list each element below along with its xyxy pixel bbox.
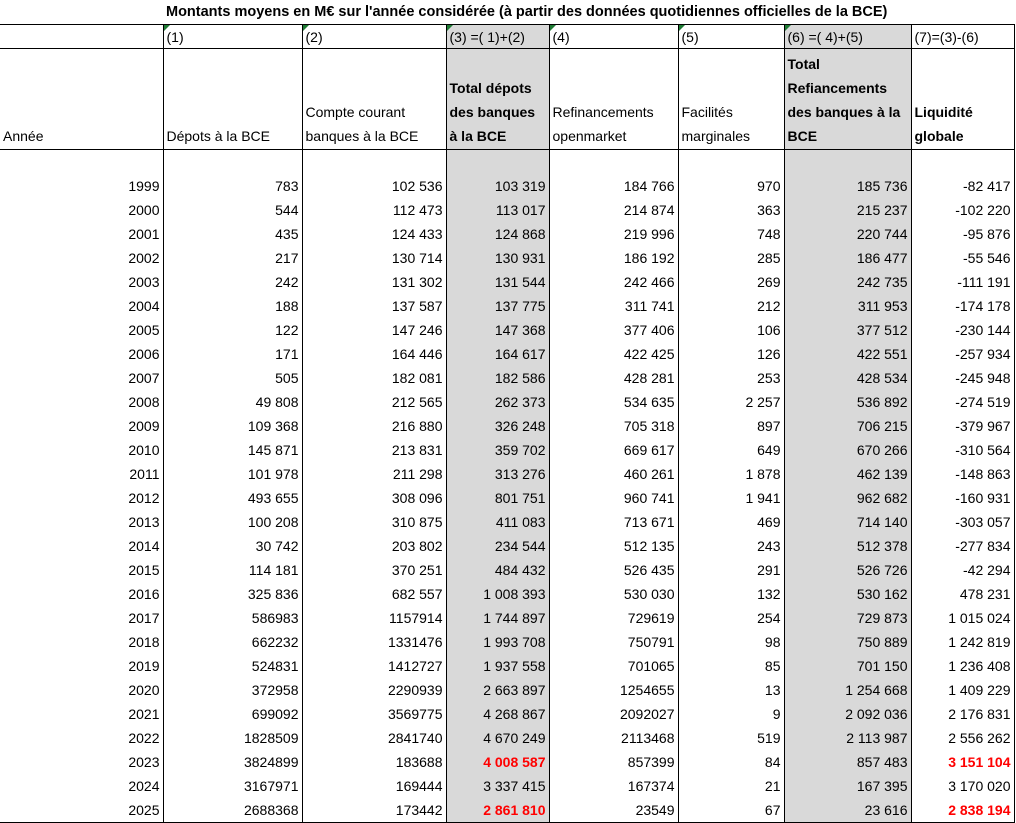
table-row — [0, 678, 1014, 702]
column-number-row — [0, 25, 1014, 49]
value-cell[interactable]: 534 635 — [549, 390, 678, 414]
year-cell[interactable]: 2001 — [0, 222, 163, 246]
table-title[interactable]: Montants moyens en M€ sur l'année considérée (à partir des données quotidiennes officielles de la BCE) — [163, 0, 1014, 25]
year-cell[interactable]: 2015 — [0, 558, 163, 582]
value-cell[interactable]: 359 702 — [446, 438, 549, 462]
value-cell[interactable]: -160 931 — [911, 486, 1014, 510]
value-cell[interactable]: 313 276 — [446, 462, 549, 486]
value-cell[interactable]: 2 838 194 — [911, 798, 1014, 823]
value-cell[interactable]: 699092 — [163, 702, 302, 726]
header-cell-refinancements[interactable]: Refinancements openmarket — [549, 49, 678, 150]
value-cell[interactable]: 131 302 — [302, 270, 446, 294]
value-cell[interactable]: 147 246 — [302, 318, 446, 342]
value-cell[interactable]: 167 395 — [784, 774, 911, 798]
header-cell-facilites[interactable]: Facilités marginales — [678, 49, 784, 150]
value-cell[interactable]: 2092027 — [549, 702, 678, 726]
value-cell[interactable]: 1 242 819 — [911, 630, 1014, 654]
value-cell[interactable]: 3 170 020 — [911, 774, 1014, 798]
value-cell[interactable]: 311 741 — [549, 294, 678, 318]
year-cell[interactable]: 2003 — [0, 270, 163, 294]
year-cell[interactable]: 2009 — [0, 414, 163, 438]
value-cell[interactable]: 2290939 — [302, 678, 446, 702]
value-cell[interactable]: 2 092 036 — [784, 702, 911, 726]
value-cell[interactable]: 505 — [163, 366, 302, 390]
value-cell[interactable]: 4 268 867 — [446, 702, 549, 726]
value-cell[interactable]: 145 871 — [163, 438, 302, 462]
value-cell[interactable]: 729 873 — [784, 606, 911, 630]
column-number-cell[interactable]: (5) — [678, 25, 784, 49]
value-cell[interactable]: 530 030 — [549, 582, 678, 606]
value-cell[interactable]: 3569775 — [302, 702, 446, 726]
year-cell[interactable]: 2010 — [0, 438, 163, 462]
value-cell[interactable]: 254 — [678, 606, 784, 630]
value-cell[interactable]: 326 248 — [446, 414, 549, 438]
empty-cell[interactable] — [0, 0, 163, 25]
value-cell[interactable]: 215 237 — [784, 198, 911, 222]
value-cell[interactable]: 98 — [678, 630, 784, 654]
value-cell[interactable]: 701 150 — [784, 654, 911, 678]
value-cell[interactable]: 713 671 — [549, 510, 678, 534]
value-cell[interactable]: 21 — [678, 774, 784, 798]
value-cell[interactable]: 164 617 — [446, 342, 549, 366]
value-cell[interactable]: 100 208 — [163, 510, 302, 534]
year-cell[interactable]: 2016 — [0, 582, 163, 606]
value-cell[interactable]: 897 — [678, 414, 784, 438]
table-row — [0, 750, 1014, 774]
table-row — [0, 606, 1014, 630]
value-cell[interactable]: -111 191 — [911, 270, 1014, 294]
value-cell[interactable]: 130 931 — [446, 246, 549, 270]
year-cell[interactable]: 2018 — [0, 630, 163, 654]
year-cell[interactable]: 2013 — [0, 510, 163, 534]
year-cell[interactable]: 2005 — [0, 318, 163, 342]
value-cell[interactable]: 182 586 — [446, 366, 549, 390]
value-cell[interactable]: -310 564 — [911, 438, 1014, 462]
value-cell[interactable]: 182 081 — [302, 366, 446, 390]
value-cell[interactable]: 2 663 897 — [446, 678, 549, 702]
column-number-cell[interactable]: (3) =( 1)+(2) — [446, 25, 549, 49]
header-cell-total-depots[interactable]: Total dépots des banques à la BCE — [446, 49, 549, 150]
value-cell[interactable]: 137 775 — [446, 294, 549, 318]
value-cell[interactable]: 519 — [678, 726, 784, 750]
value-cell[interactable]: 1 254 668 — [784, 678, 911, 702]
value-cell[interactable]: -82 417 — [911, 174, 1014, 198]
table-row — [0, 318, 1014, 342]
value-cell[interactable]: 213 831 — [302, 438, 446, 462]
value-cell[interactable]: 212 565 — [302, 390, 446, 414]
value-cell[interactable]: 112 473 — [302, 198, 446, 222]
value-cell[interactable]: 122 — [163, 318, 302, 342]
value-cell[interactable]: 2 257 — [678, 390, 784, 414]
year-cell[interactable]: 2023 — [0, 750, 163, 774]
column-number-cell[interactable]: (2) — [302, 25, 446, 49]
year-cell[interactable]: 2004 — [0, 294, 163, 318]
table-row — [0, 270, 1014, 294]
value-cell[interactable]: 428 534 — [784, 366, 911, 390]
value-cell[interactable]: 469 — [678, 510, 784, 534]
value-cell[interactable]: 748 — [678, 222, 784, 246]
table-row — [0, 222, 1014, 246]
value-cell[interactable]: 124 868 — [446, 222, 549, 246]
value-cell[interactable]: 137 587 — [302, 294, 446, 318]
value-cell[interactable]: 962 682 — [784, 486, 911, 510]
value-cell[interactable]: 84 — [678, 750, 784, 774]
value-cell[interactable]: 131 544 — [446, 270, 549, 294]
value-cell[interactable]: 311 953 — [784, 294, 911, 318]
value-cell[interactable]: 1 409 229 — [911, 678, 1014, 702]
value-cell[interactable]: 184 766 — [549, 174, 678, 198]
value-cell[interactable]: -277 834 — [911, 534, 1014, 558]
table-row — [0, 510, 1014, 534]
value-cell[interactable]: 1331476 — [302, 630, 446, 654]
column-number-cell[interactable]: (6) =( 4)+(5) — [784, 25, 911, 49]
spacer-row — [0, 150, 1014, 175]
value-cell[interactable]: 370 251 — [302, 558, 446, 582]
value-cell[interactable]: 219 996 — [549, 222, 678, 246]
value-cell[interactable]: 67 — [678, 798, 784, 823]
year-cell[interactable]: 2006 — [0, 342, 163, 366]
value-cell[interactable]: 377 512 — [784, 318, 911, 342]
value-cell[interactable]: -55 546 — [911, 246, 1014, 270]
value-cell[interactable]: 126 — [678, 342, 784, 366]
column-number-cell[interactable] — [0, 25, 163, 49]
value-cell[interactable]: 1 015 024 — [911, 606, 1014, 630]
value-cell[interactable]: 526 726 — [784, 558, 911, 582]
value-cell[interactable]: 109 368 — [163, 414, 302, 438]
year-cell[interactable]: 2025 — [0, 798, 163, 823]
year-cell[interactable]: 2007 — [0, 366, 163, 390]
value-cell[interactable]: -102 220 — [911, 198, 1014, 222]
value-cell[interactable]: 4 008 587 — [446, 750, 549, 774]
table-row — [0, 246, 1014, 270]
table-row — [0, 630, 1014, 654]
value-cell[interactable]: 669 617 — [549, 438, 678, 462]
value-cell[interactable]: 586983 — [163, 606, 302, 630]
value-cell[interactable]: 242 466 — [549, 270, 678, 294]
table-row — [0, 798, 1014, 823]
table-row — [0, 534, 1014, 558]
header-cell-depots[interactable]: Dépots à la BCE — [163, 49, 302, 150]
value-cell[interactable]: 2688368 — [163, 798, 302, 823]
value-cell[interactable]: 242 — [163, 270, 302, 294]
value-cell[interactable]: 411 083 — [446, 510, 549, 534]
value-cell[interactable]: 462 139 — [784, 462, 911, 486]
year-cell[interactable]: 2021 — [0, 702, 163, 726]
value-cell[interactable]: -379 967 — [911, 414, 1014, 438]
value-cell[interactable]: 243 — [678, 534, 784, 558]
value-cell[interactable]: 132 — [678, 582, 784, 606]
value-cell[interactable]: 3167971 — [163, 774, 302, 798]
value-cell[interactable]: 253 — [678, 366, 784, 390]
value-cell[interactable]: 478 231 — [911, 582, 1014, 606]
empty-cell[interactable] — [549, 150, 678, 175]
empty-cell[interactable] — [446, 150, 549, 175]
value-cell[interactable]: 670 266 — [784, 438, 911, 462]
value-cell[interactable]: 1 941 — [678, 486, 784, 510]
value-cell[interactable]: 217 — [163, 246, 302, 270]
value-cell[interactable]: 212 — [678, 294, 784, 318]
value-cell[interactable]: 512 135 — [549, 534, 678, 558]
value-cell[interactable]: 214 874 — [549, 198, 678, 222]
year-cell[interactable]: 2002 — [0, 246, 163, 270]
year-cell[interactable]: 2011 — [0, 462, 163, 486]
value-cell[interactable]: 484 432 — [446, 558, 549, 582]
table-row — [0, 582, 1014, 606]
table-row — [0, 294, 1014, 318]
value-cell[interactable]: 1 878 — [678, 462, 784, 486]
value-cell[interactable]: 291 — [678, 558, 784, 582]
value-cell[interactable]: 30 742 — [163, 534, 302, 558]
value-cell[interactable]: 325 836 — [163, 582, 302, 606]
table-row — [0, 366, 1014, 390]
value-cell[interactable]: 101 978 — [163, 462, 302, 486]
year-cell[interactable]: 2020 — [0, 678, 163, 702]
value-cell[interactable]: 130 714 — [302, 246, 446, 270]
value-cell[interactable]: 185 736 — [784, 174, 911, 198]
header-cell-annee[interactable]: Année — [0, 49, 163, 150]
value-cell[interactable]: -174 178 — [911, 294, 1014, 318]
value-cell[interactable]: 714 140 — [784, 510, 911, 534]
value-cell[interactable]: 706 215 — [784, 414, 911, 438]
table-row — [0, 174, 1014, 198]
value-cell[interactable]: 422 425 — [549, 342, 678, 366]
value-cell[interactable]: -42 294 — [911, 558, 1014, 582]
value-cell[interactable]: 4 670 249 — [446, 726, 549, 750]
header-cell-total-refinancements[interactable]: Total Refiancements des banques à la BCE — [784, 49, 911, 150]
value-cell[interactable]: 216 880 — [302, 414, 446, 438]
value-cell[interactable]: 1 937 558 — [446, 654, 549, 678]
value-cell[interactable]: 2 113 987 — [784, 726, 911, 750]
value-cell[interactable]: -245 948 — [911, 366, 1014, 390]
value-cell[interactable]: 188 — [163, 294, 302, 318]
value-cell[interactable]: 857399 — [549, 750, 678, 774]
value-cell[interactable]: 372958 — [163, 678, 302, 702]
header-cell-liquidite[interactable]: Liquidité globale — [911, 49, 1014, 150]
year-cell[interactable]: 2022 — [0, 726, 163, 750]
value-cell[interactable]: 106 — [678, 318, 784, 342]
value-cell[interactable]: 114 181 — [163, 558, 302, 582]
value-cell[interactable]: 524831 — [163, 654, 302, 678]
value-cell[interactable]: 9 — [678, 702, 784, 726]
value-cell[interactable]: 2 176 831 — [911, 702, 1014, 726]
value-cell[interactable]: 682 557 — [302, 582, 446, 606]
year-cell[interactable]: 2000 — [0, 198, 163, 222]
value-cell[interactable]: 124 433 — [302, 222, 446, 246]
table-row — [0, 486, 1014, 510]
value-cell[interactable]: 857 483 — [784, 750, 911, 774]
empty-cell[interactable] — [0, 150, 163, 175]
value-cell[interactable]: 1157914 — [302, 606, 446, 630]
value-cell[interactable]: 308 096 — [302, 486, 446, 510]
year-cell[interactable]: 2017 — [0, 606, 163, 630]
value-cell[interactable]: -274 519 — [911, 390, 1014, 414]
value-cell[interactable]: 1 993 708 — [446, 630, 549, 654]
value-cell[interactable]: 186 477 — [784, 246, 911, 270]
value-cell[interactable]: 186 192 — [549, 246, 678, 270]
value-cell[interactable]: 960 741 — [549, 486, 678, 510]
empty-cell[interactable] — [784, 150, 911, 175]
table-row — [0, 390, 1014, 414]
value-cell[interactable]: 3824899 — [163, 750, 302, 774]
value-cell[interactable]: 211 298 — [302, 462, 446, 486]
table-row — [0, 414, 1014, 438]
empty-cell[interactable] — [302, 150, 446, 175]
value-cell[interactable]: -148 863 — [911, 462, 1014, 486]
value-cell[interactable]: 649 — [678, 438, 784, 462]
value-cell[interactable]: 262 373 — [446, 390, 549, 414]
value-cell[interactable]: 512 378 — [784, 534, 911, 558]
value-cell[interactable]: 183688 — [302, 750, 446, 774]
year-cell[interactable]: 2014 — [0, 534, 163, 558]
value-cell[interactable]: 530 162 — [784, 582, 911, 606]
table-row — [0, 438, 1014, 462]
value-cell[interactable]: 1828509 — [163, 726, 302, 750]
value-cell[interactable]: -95 876 — [911, 222, 1014, 246]
value-cell[interactable]: 13 — [678, 678, 784, 702]
table-row — [0, 198, 1014, 222]
value-cell[interactable]: 171 — [163, 342, 302, 366]
value-cell[interactable]: 1 744 897 — [446, 606, 549, 630]
value-cell[interactable]: 493 655 — [163, 486, 302, 510]
value-cell[interactable]: 169444 — [302, 774, 446, 798]
value-cell[interactable]: 269 — [678, 270, 784, 294]
value-cell[interactable]: 428 281 — [549, 366, 678, 390]
value-cell[interactable]: 167374 — [549, 774, 678, 798]
value-cell[interactable]: 2 861 810 — [446, 798, 549, 823]
value-cell[interactable]: 750 889 — [784, 630, 911, 654]
value-cell[interactable]: 460 261 — [549, 462, 678, 486]
value-cell[interactable]: 23549 — [549, 798, 678, 823]
value-cell[interactable]: 1 236 408 — [911, 654, 1014, 678]
value-cell[interactable]: 1 008 393 — [446, 582, 549, 606]
value-cell[interactable]: 750791 — [549, 630, 678, 654]
value-cell[interactable]: 147 368 — [446, 318, 549, 342]
value-cell[interactable]: 3 337 415 — [446, 774, 549, 798]
value-cell[interactable]: 310 875 — [302, 510, 446, 534]
year-cell[interactable]: 2024 — [0, 774, 163, 798]
year-cell[interactable]: 2008 — [0, 390, 163, 414]
year-cell[interactable]: 2019 — [0, 654, 163, 678]
table-row — [0, 462, 1014, 486]
table-row — [0, 726, 1014, 750]
column-number-cell[interactable]: (7)=(3)-(6) — [911, 25, 1014, 49]
value-cell[interactable]: 242 735 — [784, 270, 911, 294]
value-cell[interactable]: -230 144 — [911, 318, 1014, 342]
table-row — [0, 702, 1014, 726]
value-cell[interactable]: -303 057 — [911, 510, 1014, 534]
header-cell-compte-courant[interactable]: Compte courant banques à la BCE — [302, 49, 446, 150]
value-cell[interactable]: -257 934 — [911, 342, 1014, 366]
value-cell[interactable]: 701065 — [549, 654, 678, 678]
table-row — [0, 342, 1014, 366]
header-row — [0, 49, 1014, 150]
year-cell[interactable]: 1999 — [0, 174, 163, 198]
value-cell[interactable]: 970 — [678, 174, 784, 198]
table-row — [0, 558, 1014, 582]
value-cell[interactable]: 422 551 — [784, 342, 911, 366]
value-cell[interactable]: 164 446 — [302, 342, 446, 366]
empty-cell[interactable] — [911, 150, 1014, 175]
value-cell[interactable]: 113 017 — [446, 198, 549, 222]
value-cell[interactable]: 2 556 262 — [911, 726, 1014, 750]
value-cell[interactable]: 1254655 — [549, 678, 678, 702]
value-cell[interactable]: 435 — [163, 222, 302, 246]
title-row — [0, 0, 1014, 25]
empty-cell[interactable] — [163, 150, 302, 175]
value-cell[interactable]: 85 — [678, 654, 784, 678]
value-cell[interactable]: 705 318 — [549, 414, 678, 438]
value-cell[interactable]: 173442 — [302, 798, 446, 823]
value-cell[interactable]: 285 — [678, 246, 784, 270]
value-cell[interactable]: 526 435 — [549, 558, 678, 582]
empty-cell[interactable] — [678, 150, 784, 175]
year-cell[interactable]: 2012 — [0, 486, 163, 510]
table-row — [0, 774, 1014, 798]
value-cell[interactable]: 536 892 — [784, 390, 911, 414]
table-row — [0, 654, 1014, 678]
value-cell[interactable]: 220 744 — [784, 222, 911, 246]
value-cell[interactable]: 103 319 — [446, 174, 549, 198]
value-cell[interactable]: 23 616 — [784, 798, 911, 823]
value-cell[interactable]: 662232 — [163, 630, 302, 654]
value-cell[interactable]: 1412727 — [302, 654, 446, 678]
value-cell[interactable]: 2113468 — [549, 726, 678, 750]
value-cell[interactable]: 544 — [163, 198, 302, 222]
value-cell[interactable]: 729619 — [549, 606, 678, 630]
value-cell[interactable]: 49 808 — [163, 390, 302, 414]
value-cell[interactable]: 102 536 — [302, 174, 446, 198]
value-cell[interactable]: 2841740 — [302, 726, 446, 750]
column-number-cell[interactable]: (1) — [163, 25, 302, 49]
value-cell[interactable]: 363 — [678, 198, 784, 222]
value-cell[interactable]: 783 — [163, 174, 302, 198]
value-cell[interactable]: 801 751 — [446, 486, 549, 510]
column-number-cell[interactable]: (4) — [549, 25, 678, 49]
value-cell[interactable]: 203 802 — [302, 534, 446, 558]
value-cell[interactable]: 377 406 — [549, 318, 678, 342]
value-cell[interactable]: 3 151 104 — [911, 750, 1014, 774]
value-cell[interactable]: 234 544 — [446, 534, 549, 558]
